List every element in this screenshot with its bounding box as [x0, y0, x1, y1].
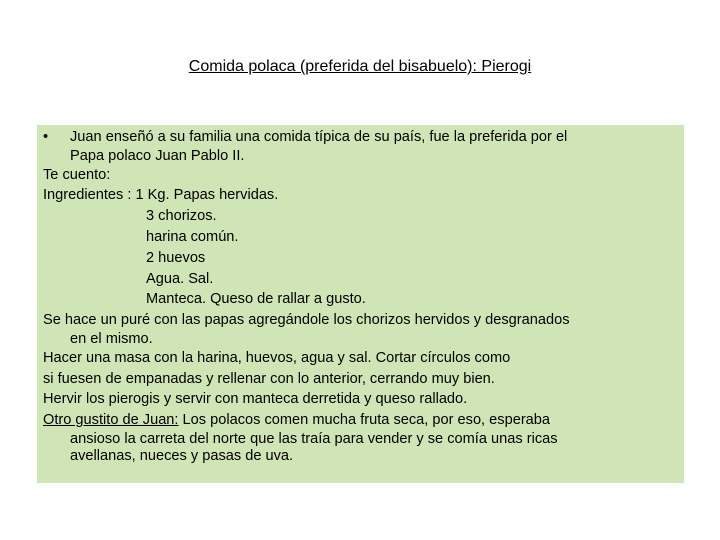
otro-gustito-line-2: ansioso la carreta del norte que las traía para vender y se comía unas ricas — [70, 430, 558, 447]
ingredients-heading — [43, 185, 676, 206]
ingredient-item: harina común. — [146, 228, 239, 245]
intro-paragraph — [43, 127, 676, 165]
step-3: si fuesen de empanadas y rellenar con lo anterior, cerrando muy bien. — [43, 370, 495, 387]
otro-gustito-line-3: avellanas, nueces y pasas de uva. — [70, 447, 294, 464]
ingredient-item: Agua. Sal. — [146, 270, 214, 287]
step-4: Hervir los pierogis y servir con manteca derretida y queso rallado. — [43, 391, 468, 408]
bullet-icon: • — [43, 129, 49, 145]
intro-line-2: Papa polaco Juan Pablo II. — [70, 147, 245, 164]
ingredient-item: 2 huevos — [146, 249, 206, 266]
step-1-line-1: Se hace un puré con las papas agregándole los chorizos hervidos y desgranados — [43, 312, 570, 329]
ingredients-label: Ingredientes : — [43, 187, 136, 204]
otro-gustito-text: Los polacos comen mucha fruta seca, por eso, esperaba — [178, 412, 551, 429]
ingredient-item: Manteca. Queso de rallar a gusto. — [146, 291, 366, 308]
otro-gustito-label: Otro gustito de Juan: — [43, 412, 179, 429]
otro-gustito-line-1 — [43, 410, 676, 431]
ingredient-item: 3 chorizos. — [146, 208, 217, 225]
step-1-line-2: en el mismo. — [70, 330, 153, 347]
page-title: Comida polaca (preferida del bisabuelo): Pierogi — [188, 58, 532, 75]
recipe-text-box — [37, 125, 684, 483]
ingredient-item: 1 Kg. Papas hervidas. — [135, 187, 279, 204]
intro-line-1: Juan enseñó a su familia una comida típica de su país, fue la preferida por el — [70, 129, 568, 145]
te-cuento-label: Te cuento: — [43, 166, 111, 183]
step-2: Hacer una masa con la harina, huevos, agua y sal. Cortar círculos como — [43, 349, 511, 366]
